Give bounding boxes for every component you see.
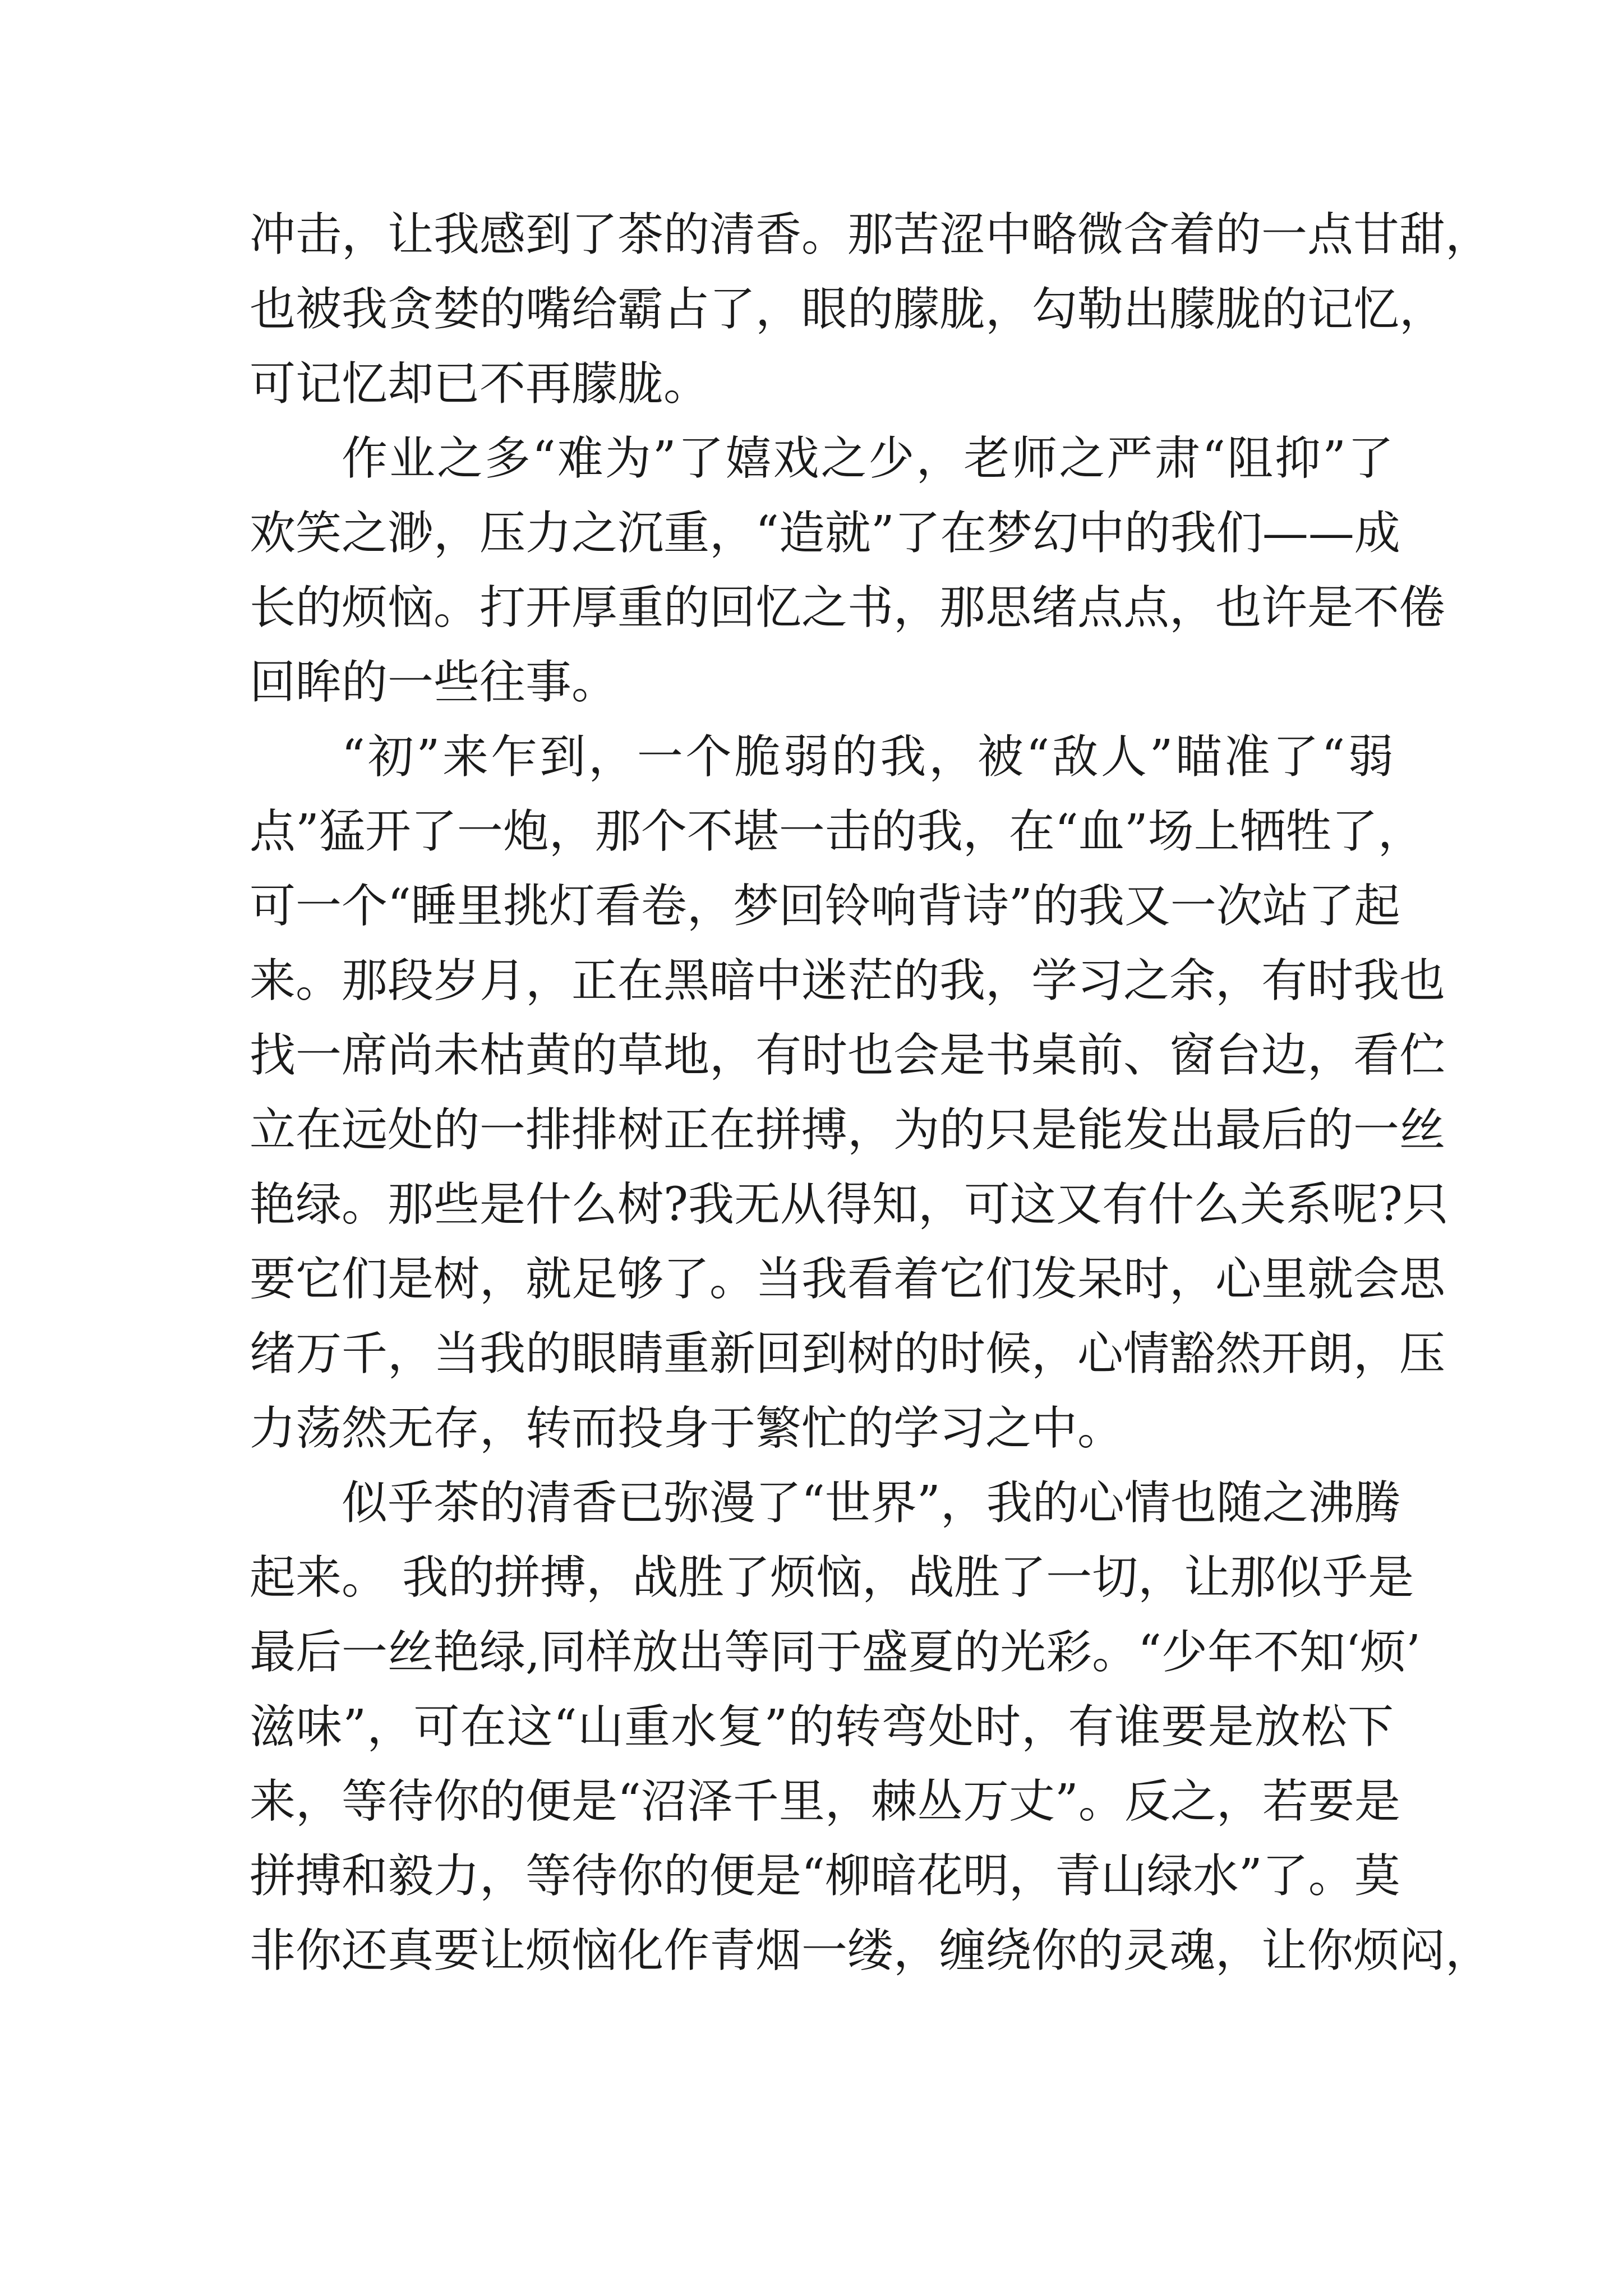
- text-line: 起来。 我的拼搏，战胜了烦恼，战胜了一切，让那似乎是: [250, 1551, 1414, 1604]
- text-line: 立在远处的一排排树正在拼搏，为的只是能发出最后的一丝: [250, 1103, 1446, 1157]
- text-line: 来。那段岁月，正在黑暗中迷茫的我，学习之余，有时我也: [250, 954, 1446, 1007]
- text-line: 拼搏和毅力，等待你的便是“柳暗花明，青山绿水”了。莫: [250, 1849, 1400, 1903]
- text-line: 似乎茶的清香已弥漫了“世界”，我的心情也随之沸腾: [342, 1476, 1400, 1530]
- text-line: 作业之多“难为”了嬉戏之少，老师之严肃“阻抑”了: [342, 432, 1394, 485]
- body-text: [250, 197, 1492, 1988]
- text-line: 非你还真要让烦恼化作青烟一缕，缠绕你的灵魂，让你烦闷，: [250, 1924, 1492, 1977]
- text-line: 回眸的一些往事。: [250, 656, 618, 709]
- text-line: 冲击，让我感到了茶的清香。那苦涩中略微含着的一点甘甜，: [250, 208, 1492, 261]
- text-line: 要它们是树，就足够了。当我看着它们发呆时，心里就会思: [250, 1253, 1446, 1306]
- text-line: 绪万千，当我的眼睛重新回到树的时候，心情豁然开朗，压: [250, 1327, 1446, 1381]
- text-line: 可记忆却已不再朦胧。: [250, 357, 710, 411]
- text-line: 找一席尚未枯黄的草地，有时也会是书桌前、窗台边，看伫: [250, 1029, 1446, 1082]
- text-line: 也被我贪婪的嘴给霸占了，眼的朦胧，勾勒出朦胧的记忆，: [250, 283, 1446, 336]
- text-line: 长的烦恼。打开厚重的回忆之书，那思绪点点，也许是不倦: [250, 581, 1446, 634]
- text-line: 最后一丝艳绿,同样放出等同于盛夏的光彩。“少年不知‘烦’: [250, 1626, 1421, 1679]
- text-line: 艳绿。那些是什么树?我无从得知，可这又有什么关系呢?只: [250, 1178, 1449, 1231]
- text-line: 来，等待你的便是“沼泽千里，棘丛万丈”。反之，若要是: [250, 1775, 1400, 1828]
- text-line: 力荡然无存，转而投身于繁忙的学习之中。: [250, 1402, 1124, 1455]
- text-line: 点”猛开了一炮，那个不堪一击的我，在“血”场上牺牲了，: [250, 805, 1424, 858]
- text-line: 可一个“睡里挑灯看卷，梦回铃响背诗”的我又一次站了起: [250, 880, 1400, 933]
- text-line: “初”来乍到，一个脆弱的我，被“敌人”瞄准了“弱: [342, 730, 1394, 784]
- text-line: 欢笑之渺，压力之沉重，“造就”了在梦幻中的我们——成: [250, 507, 1400, 560]
- text-line: 滋味”，可在这“山重水复”的转弯处时，有谁要是放松下: [250, 1700, 1394, 1754]
